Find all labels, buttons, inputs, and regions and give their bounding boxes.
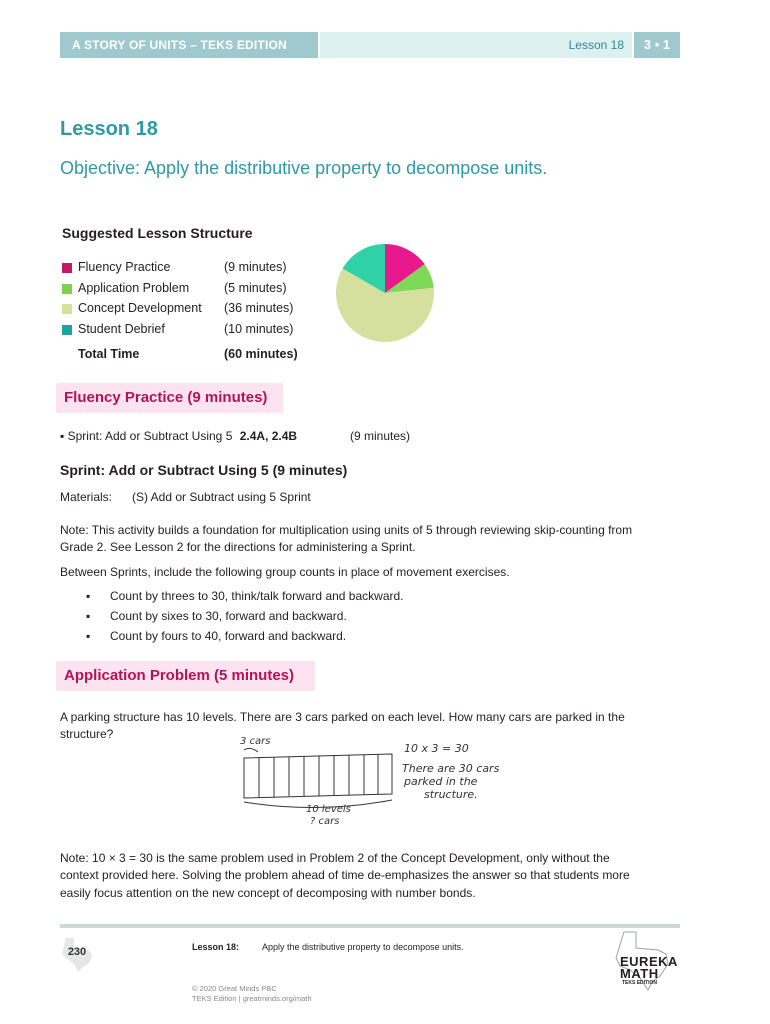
- legend-swatch: [62, 263, 72, 273]
- footer-objective: Apply the distributive property to decompose units.: [262, 942, 464, 952]
- problem-line: A parking structure has 10 levels. There are 3 cars parked on each level. How many cars are parked in the: [60, 710, 625, 724]
- fluency-item-text: Sprint: Add or Subtract Using 5: [67, 429, 233, 443]
- sketch-answer-line: structure.: [424, 788, 478, 801]
- application-note-line: easily focus attention on the new concept of decomposing with number bonds.: [60, 886, 476, 900]
- between-sprints-text: Between Sprints, include the following group counts in place of movement exercises.: [60, 565, 510, 579]
- list-item-text: Count by fours to 40, forward and backward.: [110, 629, 347, 643]
- structure-minutes: (5 minutes): [224, 281, 287, 295]
- sketch-bottom-label: ? cars: [310, 816, 340, 827]
- tape-diagram-sketch: [232, 730, 532, 830]
- logo-text: MATH: [620, 966, 659, 981]
- fluency-heading: Fluency Practice (9 minutes): [56, 383, 283, 413]
- fluency-item-minutes: (9 minutes): [350, 429, 411, 443]
- bullet-icon: ▪: [86, 629, 91, 643]
- sketch-bottom-label: 10 levels: [306, 804, 351, 815]
- legend-swatch: [62, 304, 72, 314]
- structure-label: Concept Development: [78, 301, 202, 315]
- structure-minutes: (36 minutes): [224, 301, 294, 315]
- bullet-icon: ▪: [86, 609, 91, 623]
- total-time-label: Total Time: [78, 347, 140, 361]
- list-item-text: Count by threes to 30, think/talk forward and backward.: [110, 589, 404, 603]
- fluency-item: [60, 429, 297, 443]
- fluency-item-teks: 2.4A, 2.4B: [239, 429, 298, 443]
- problem-line: structure?: [60, 727, 114, 741]
- bullet-icon: ▪: [86, 589, 91, 603]
- lesson-structure-pie-chart: [334, 240, 436, 346]
- page-title: Lesson 18: [60, 118, 158, 140]
- structure-heading: Suggested Lesson Structure: [62, 225, 253, 241]
- page-number: 230: [67, 946, 87, 958]
- eureka-math-logo: [606, 930, 680, 990]
- legend-swatch: [62, 325, 72, 335]
- structure-minutes: (9 minutes): [224, 260, 287, 274]
- footer-lesson: Lesson 18:: [192, 942, 240, 952]
- footer-copyright: © 2020 Great Minds PBC: [192, 984, 277, 993]
- sketch-answer-line: There are 30 cars: [402, 762, 500, 775]
- total-time-minutes: (60 minutes): [224, 347, 298, 361]
- fluency-note-line: Note: This activity builds a foundation for multiplication using units of 5 through reviewing skip-counting from: [60, 523, 633, 537]
- application-note-line: Note: 10 × 3 = 30 is the same problem used in Problem 2 of the Concept Development, only without the: [60, 851, 610, 865]
- logo-text: EUREKA: [620, 954, 678, 969]
- sketch-equation: 10 x 3 = 30: [404, 742, 469, 755]
- sketch-answer-line: parked in the: [404, 775, 478, 788]
- materials-value: (S) Add or Subtract using 5 Sprint: [132, 490, 311, 504]
- list-item-text: Count by sixes to 30, forward and backward.: [110, 609, 347, 623]
- objective: Objective: Apply the distributive property to decompose units.: [60, 158, 548, 178]
- bullet-icon: ▪: [60, 429, 65, 443]
- fluency-note-line: Grade 2. See Lesson 2 for the directions for administering a Sprint.: [60, 540, 416, 554]
- header-series: A STORY OF UNITS – TEKS EDITION: [60, 32, 318, 58]
- logo-subtext: TEKS EDITION: [622, 980, 658, 986]
- materials-label: Materials:: [60, 490, 113, 504]
- structure-label: Application Problem: [78, 281, 190, 295]
- structure-label: Student Debrief: [78, 322, 165, 336]
- header-lesson: Lesson 18: [320, 32, 632, 58]
- page-number-badge: [60, 936, 94, 972]
- sprint-heading: Sprint: Add or Subtract Using 5 (9 minutes): [60, 462, 348, 478]
- sketch-top-label: 3 cars: [240, 736, 271, 747]
- structure-label: Fluency Practice: [78, 260, 171, 274]
- legend-swatch: [62, 284, 72, 294]
- footer-edition: TEKS Edition | greatminds.org/math: [192, 994, 312, 1003]
- application-note-line: context provided here. Solving the problem ahead of time de-emphasizes the answer so that students more: [60, 868, 630, 882]
- header-module: 3 • 1: [634, 32, 680, 58]
- application-heading: Application Problem (5 minutes): [56, 661, 315, 691]
- structure-minutes: (10 minutes): [224, 322, 294, 336]
- footer-divider: [60, 924, 680, 928]
